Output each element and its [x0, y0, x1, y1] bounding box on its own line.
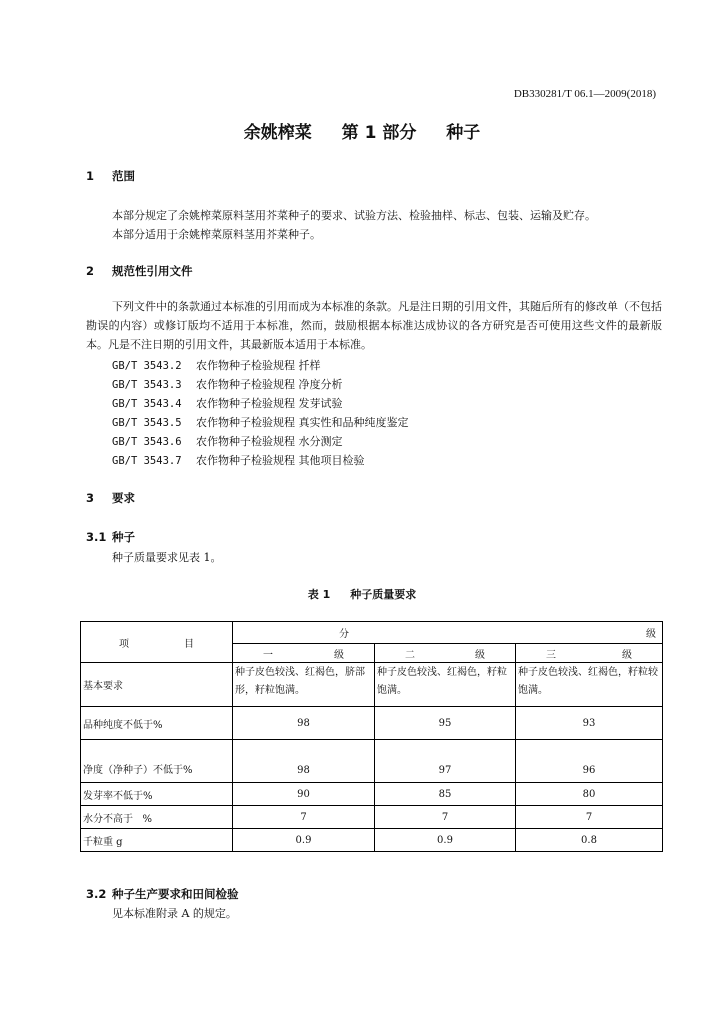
row-value: 0.9	[375, 829, 516, 852]
section-3-1-heading: 3.1 种子	[86, 530, 135, 544]
title-part-1: 余姚榨菜	[243, 123, 312, 143]
table-row	[81, 806, 663, 829]
header-item-cell: 项 目	[81, 622, 233, 663]
row-value: 93	[516, 707, 663, 740]
table-row	[81, 783, 663, 806]
table-row	[81, 707, 663, 740]
table-caption: 表 1 种子质量要求	[307, 588, 417, 601]
row-value: 98	[233, 707, 375, 740]
reference-item: GB/T 3543.7 农作物种子检验规程 其他项目检验	[112, 454, 365, 467]
row-item-label: 基本要求	[81, 663, 233, 707]
section-3-1-text: 种子质量要求见表 1。	[112, 551, 222, 564]
row-value: 种子皮色较浅、红褐色，脐部形，籽粒饱满。	[233, 663, 375, 707]
grade-1-header: 一 级	[233, 644, 375, 663]
title-part-2: 第 1 部分	[341, 123, 417, 143]
reference-item: GB/T 3543.2 农作物种子检验规程 扦样	[112, 359, 321, 372]
table-row	[81, 740, 663, 783]
section-1-paragraph-2: 本部分适用于余姚榨菜原料茎用芥菜种子。	[112, 228, 321, 241]
row-value: 90	[233, 783, 375, 806]
row-item-label: 净度（净种子）不低于%	[81, 740, 233, 783]
row-value: 7	[233, 806, 375, 829]
section-3-2-heading: 3.2 种子生产要求和田间检验	[86, 887, 239, 901]
row-value: 种子皮色较浅、红褐色，籽粒饱满。	[375, 663, 516, 707]
row-value: 0.9	[233, 829, 375, 852]
row-value: 种子皮色较浅、红褐色，籽粒较饱满。	[516, 663, 663, 707]
row-value: 80	[516, 783, 663, 806]
row-value: 96	[516, 740, 663, 783]
row-value: 0.8	[516, 829, 663, 852]
row-value: 95	[375, 707, 516, 740]
reference-item: GB/T 3543.6 农作物种子检验规程 水分测定	[112, 435, 343, 448]
row-value: 7	[516, 806, 663, 829]
row-value: 85	[375, 783, 516, 806]
section-3-heading: 3 要求	[86, 491, 135, 505]
row-item-label: 水分不高于 %	[81, 806, 233, 829]
seed-quality-table	[80, 621, 663, 852]
row-value: 97	[375, 740, 516, 783]
section-1-paragraph-1: 本部分规定了余姚榨菜原料茎用芥菜种子的要求、试验方法、检验抽样、标志、包装、运输及贮存。	[112, 209, 596, 222]
header-grade-cell: 分 级	[233, 622, 663, 644]
section-2-paragraph: 下列文件中的条款通过本标准的引用而成为本标准的条款。凡是注日期的引用文件，其随后所有的修改单（不包括勘误的内容）或修订版均不适用于本标准，然而，鼓励根据本标准达成协议的各方研究是否可使用这些文件的最新版本。凡是不注日期的引用文件，其最新版本适用于本标准。	[86, 300, 662, 351]
table-row	[81, 829, 663, 852]
table-row	[81, 663, 663, 707]
grade-2-header: 二 级	[375, 644, 516, 663]
row-value: 7	[375, 806, 516, 829]
section-1-heading: 1 范围	[86, 169, 135, 183]
grade-3-header: 三 级	[516, 644, 663, 663]
row-item-label: 品种纯度不低于%	[81, 707, 233, 740]
section-2-heading: 2 规范性引用文件	[86, 264, 193, 278]
row-item-label: 发芽率不低于%	[81, 783, 233, 806]
document-code: DB330281/T 06.1—2009(2018)	[513, 88, 656, 100]
reference-item: GB/T 3543.5 农作物种子检验规程 真实性和品种纯度鉴定	[112, 416, 409, 429]
row-value: 98	[233, 740, 375, 783]
document-title	[0, 118, 724, 143]
row-item-label: 千粒重 g	[81, 829, 233, 852]
section-3-2-text: 见本标准附录 A 的规定。	[112, 907, 237, 920]
reference-item: GB/T 3543.3 农作物种子检验规程 净度分析	[112, 378, 343, 391]
title-part-3: 种子	[446, 123, 481, 143]
reference-item: GB/T 3543.4 农作物种子检验规程 发芽试验	[112, 397, 343, 410]
